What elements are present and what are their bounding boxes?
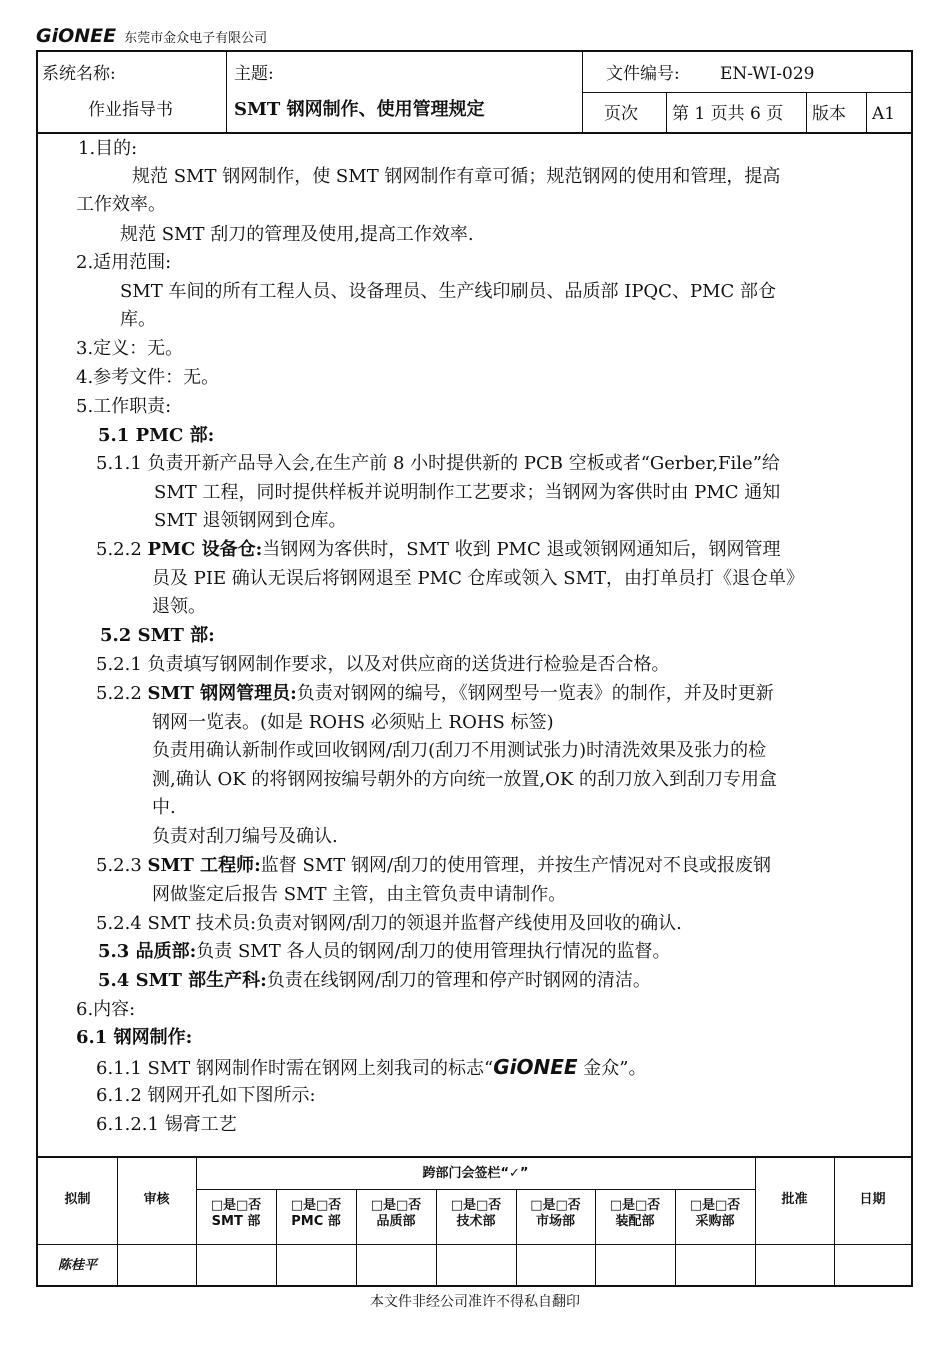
gionee-logo-inline: GiONEE (493, 1055, 578, 1079)
review-label: 审核 (143, 1192, 170, 1207)
system-name-label: 系统名称: (42, 64, 116, 84)
body-line: 5.1.1 负责开新产品导入会,在生产前 8 小时提供新的 PCB 空板或者“Gerber,File”给 (96, 453, 780, 474)
doc-number-label: 文件编号: (606, 64, 680, 84)
section-content-heading: 6.内容: (76, 999, 136, 1020)
body-line: 库。 (120, 309, 156, 330)
doc-number-value: EN-WI-029 (720, 64, 815, 84)
signoff-table (38, 1156, 911, 1287)
body-line: SMT 工程，同时提供样板并说明制作工艺要求；当钢网为客供时由 PMC 通知 (154, 482, 781, 503)
section-references: 4.参考文件：无。 (76, 367, 220, 388)
approve-label: 批准 (781, 1192, 808, 1207)
draft-label: 拟制 (64, 1192, 91, 1207)
body-line: 6.1.2.1 锡膏工艺 (96, 1114, 237, 1135)
body-line: 工作效率。 (76, 194, 166, 215)
dept-checkbox-marketing[interactable]: □是□否 市场部 (530, 1198, 581, 1229)
body-line: 5.2.2 PMC 设备仓:当钢网为客供时，SMT 收到 PMC 退或领钢网通知后，钢网管理 (96, 539, 781, 560)
body-line: 测,确认 OK 的将钢网按编号朝外的方向统一放置,OK 的刮刀放入到刮刀专用盒 (152, 769, 778, 790)
body-line: 5.2.3 SMT 工程师:监督 SMT 钢网/刮刀的使用管理，并按生产情况对不良或报废钢 (96, 855, 772, 876)
body-line: 员及 PIE 确认无误后将钢网退至 PMC 仓库或领入 SMT，由打单员打《退仓单》 (152, 568, 805, 589)
drafter-signature: 陈桂平 (57, 1258, 97, 1273)
system-name-value: 作业指导书 (88, 100, 173, 120)
body-line: 退领。 (152, 596, 206, 617)
dept-checkbox-purchasing[interactable]: □是□否 采购部 (689, 1198, 741, 1229)
body-line: 6.1.2 钢网开孔如下图所示: (96, 1085, 316, 1106)
role-stencil-admin: SMT 钢网管理员: (147, 683, 297, 704)
body-line: 钢网一览表。(如是 ROHS 必须贴上 ROHS 标签) (152, 712, 554, 733)
body-line: 5.4 SMT 部生产科:负责在线钢网/刮刀的管理和停产时钢网的清洁。 (98, 970, 651, 991)
role-smt-engineer: SMT 工程师: (147, 855, 261, 876)
dept-checkbox-technical[interactable]: □是□否 技术部 (450, 1198, 502, 1229)
footer-note: 本文件非经公司准许不得私自翻印 (370, 1294, 580, 1310)
subsection-stencil-making: 6.1 钢网制作: (76, 1027, 193, 1048)
body-line: 负责对刮刀编号及确认. (152, 826, 338, 847)
section-definition: 3.定义：无。 (76, 338, 184, 359)
section-purpose-heading: 1.目的: (78, 138, 138, 159)
subsection-production-heading: 5.4 SMT 部生产科: (98, 970, 267, 991)
subsection-pmc-heading: 5.1 PMC 部: (98, 425, 215, 446)
version-value: A1 (872, 104, 896, 124)
section-duties-heading: 5.工作职责: (76, 396, 172, 417)
subsection-smt-heading: 5.2 SMT 部: (100, 625, 215, 646)
body-line: SMT 车间的所有工程人员、设备理员、生产线印刷员、品质部 IPQC、PMC 部仓 (120, 281, 776, 302)
role-pmc-warehouse: PMC 设备仓: (147, 539, 263, 560)
body-line: 规范 SMT 钢网制作，使 SMT 钢网制作有章可循；规范钢网的使用和管理，提高 (132, 166, 781, 187)
body-line: SMT 退领钢网到仓库。 (154, 510, 347, 531)
body-line: 负责用确认新制作或回收钢网/刮刀(刮刀不用测试张力)时清洗效果及张力的检 (152, 740, 767, 761)
dept-checkbox-smt[interactable]: □是□否 SMT 部 (210, 1198, 262, 1229)
brand-bar (36, 24, 267, 48)
dept-checkbox-quality[interactable]: □是□否 品质部 (370, 1198, 422, 1229)
page-label: 页次 (604, 104, 638, 124)
body-line: 5.2.1 负责填写钢网制作要求，以及对供应商的送货进行检验是否合格。 (96, 654, 670, 675)
body-line: 5.3 品质部:负责 SMT 各人员的钢网/刮刀的使用管理执行情况的监督。 (98, 941, 671, 962)
company-name: 东莞市金众电子有限公司 (124, 30, 268, 46)
version-label: 版本 (812, 104, 846, 124)
body-line: 5.2.4 SMT 技术员:负责对钢网/刮刀的领退并监督产线使用及回收的确认. (96, 913, 682, 934)
cross-dept-title: 跨部门会签栏“✓” (422, 1166, 529, 1181)
body-line: 规范 SMT 刮刀的管理及使用,提高工作效率. (120, 224, 474, 245)
page-value: 第 1 页共 6 页 (672, 104, 784, 124)
body-line: 中. (152, 797, 176, 818)
document-frame (36, 50, 913, 1287)
date-label: 日期 (859, 1192, 886, 1207)
subject-label: 主题: (234, 64, 274, 84)
subsection-qa-heading: 5.3 品质部: (98, 941, 197, 962)
header-table (38, 52, 911, 134)
section-scope-heading: 2.适用范围: (76, 252, 172, 273)
dept-checkbox-pmc[interactable]: □是□否 PMC 部 (290, 1198, 342, 1229)
body-line: 6.1.1 SMT 钢网制作时需在钢网上刻我司的标志“GiONEE 金众”。 (96, 1055, 647, 1079)
body-line: 5.2.2 SMT 钢网管理员:负责对钢网的编号，《钢网型号一览表》的制作，并及时更新 (96, 683, 774, 704)
dept-checkbox-assembly[interactable]: □是□否 装配部 (609, 1198, 661, 1229)
gionee-logo: GiONEE (36, 25, 117, 47)
body-line: 网做鉴定后报告 SMT 主管，由主管负责申请制作。 (152, 884, 567, 905)
subject-value: SMT 钢网制作、使用管理规定 (234, 99, 485, 120)
